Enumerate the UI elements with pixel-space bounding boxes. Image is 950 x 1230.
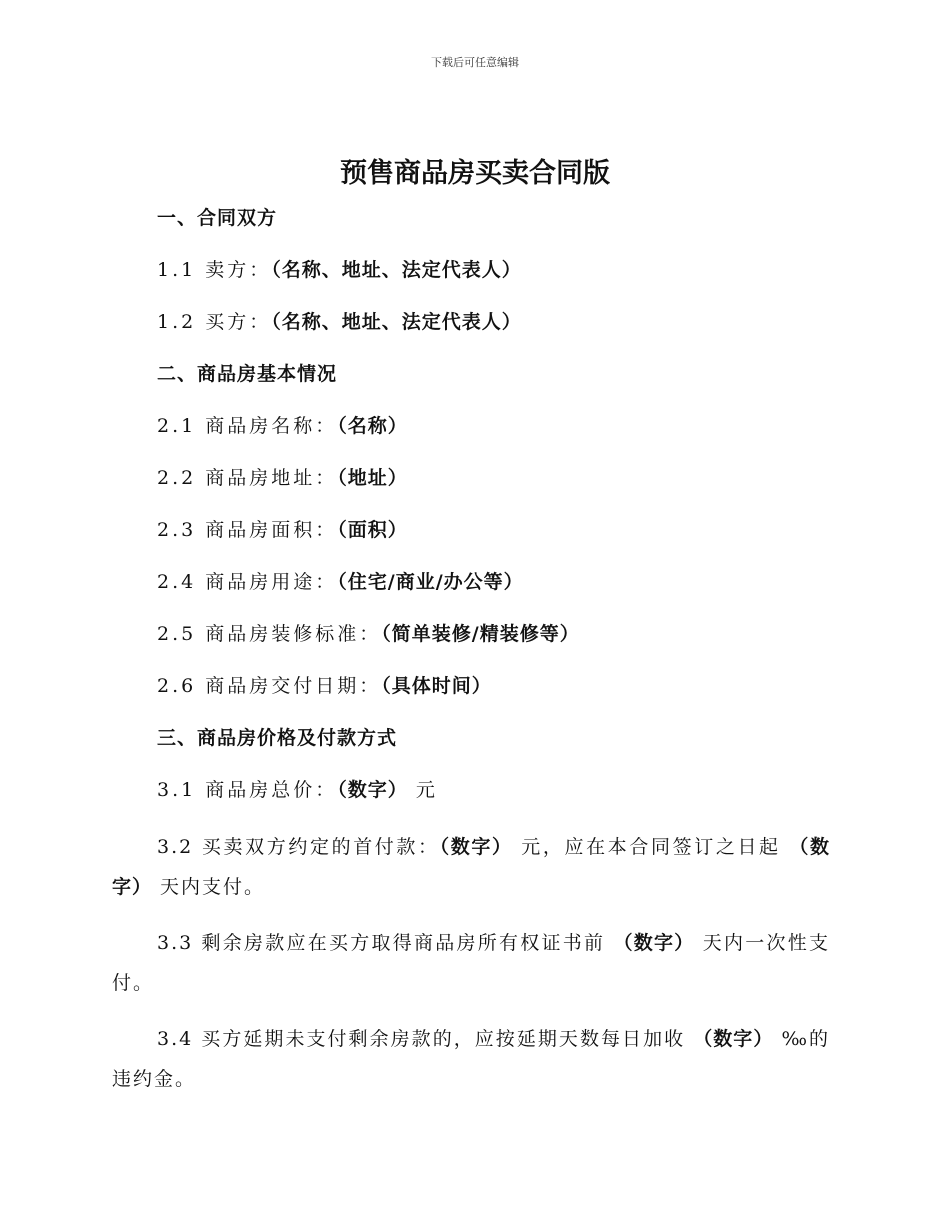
clause-label: 1.1 卖方：	[157, 259, 272, 281]
clause-label: 2.5 商品房装修标准：	[157, 623, 382, 645]
clause-label: 2.6 商品房交付日期：	[157, 675, 382, 697]
clause-2-3	[112, 504, 830, 556]
clause-3-3	[112, 912, 830, 1008]
placeholder-value: （简单装修/精装修等）	[381, 623, 580, 645]
clause-2-4	[112, 556, 830, 608]
placeholder-value: （住宅/商业/办公等）	[337, 571, 524, 593]
clause-label: 2.2 商品房地址：	[157, 467, 338, 489]
header-note: 下载后可任意编辑	[431, 56, 519, 69]
clause-text: 3.4 买方延期未支付剩余房款的，应按延期天数每日加收	[157, 1028, 694, 1050]
clause-1-1	[112, 244, 830, 296]
clause-2-5	[112, 608, 830, 660]
clause-text: 3.3 剩余房款应在买方取得商品房所有权证书前	[157, 932, 614, 954]
clause-label: 2.3 商品房面积：	[157, 519, 338, 541]
clause-label: 3.1 商品房总价：	[157, 779, 338, 801]
placeholder-value: （名称、地址、法定代表人）	[271, 311, 522, 333]
placeholder-value: （面积）	[337, 519, 408, 541]
placeholder-value: （数字）	[112, 836, 830, 898]
placeholder-value: （名称）	[337, 415, 408, 437]
clause-3-4	[112, 1008, 830, 1104]
section-heading-property: 二、商品房基本情况	[157, 363, 338, 385]
placeholder-value: （具体时间）	[381, 675, 492, 697]
clause-3-1	[112, 764, 830, 816]
clause-label: 2.1 商品房名称：	[157, 415, 338, 437]
placeholder-value: （地址）	[337, 467, 408, 489]
clause-2-2	[112, 452, 830, 504]
section-heading-parties: 一、合同双方	[157, 207, 278, 229]
placeholder-value: （名称、地址、法定代表人）	[271, 259, 522, 281]
section-heading-price: 三、商品房价格及付款方式	[157, 727, 398, 749]
clause-text: 天内一次性支付。	[112, 932, 831, 994]
document-body	[112, 192, 830, 1104]
document-title: 预售商品房买卖合同版	[340, 158, 610, 189]
clause-suffix: 元	[407, 779, 437, 801]
placeholder-value: （数字）	[693, 1028, 774, 1050]
clause-1-2	[112, 296, 830, 348]
clause-label: 1.2 买方：	[157, 311, 272, 333]
clause-3-2	[112, 816, 830, 912]
clause-text: 天内支付。	[152, 876, 266, 898]
placeholder-value: （数字）	[439, 836, 513, 858]
clause-text: 元，应在本合同签订之日起	[512, 836, 790, 858]
clause-text: ‰的违约金。	[112, 1028, 830, 1090]
clause-label: 2.4 商品房用途：	[157, 571, 338, 593]
placeholder-value: （数字）	[613, 932, 695, 954]
placeholder-value: （数字）	[337, 779, 408, 801]
clause-text: 3.2 买卖双方约定的首付款：	[157, 836, 440, 858]
clause-2-1	[112, 400, 830, 452]
clause-2-6	[112, 660, 830, 712]
